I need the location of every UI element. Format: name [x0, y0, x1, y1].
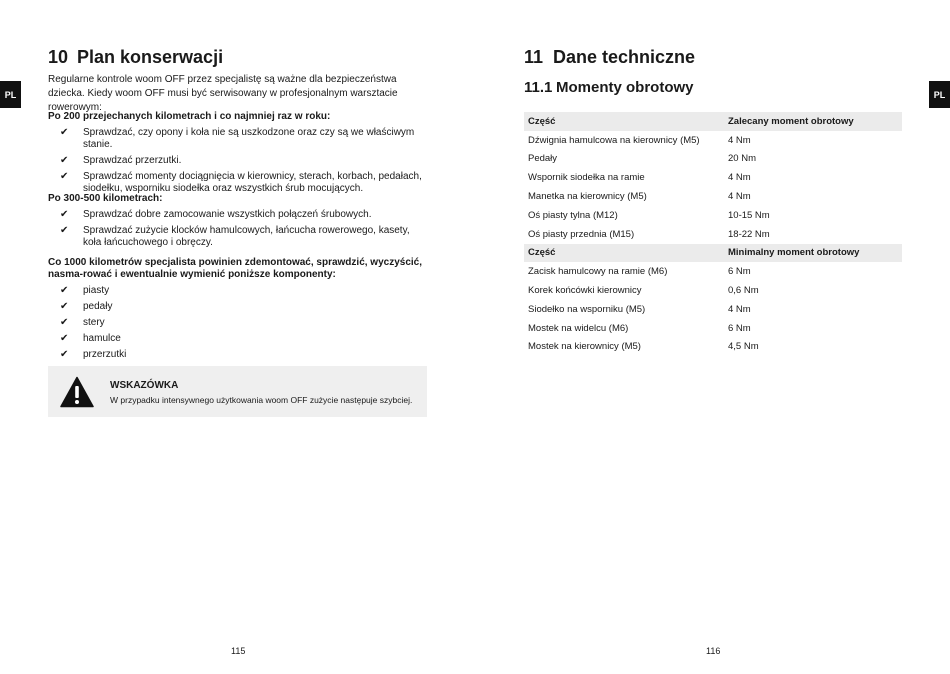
part-cell: Oś piasty przednia (M15) — [528, 228, 635, 240]
torque-cell: 20 Nm — [728, 153, 756, 165]
column-header-minimum-torque: Minimalny moment obrotowy — [724, 244, 902, 263]
intro-paragraph: Regularne kontrole woom OFF przez specjalistę są ważne dla bezpieczeństwa dziecka. Kiedy woom OFF musi być serwisowany w profesjonalnym warsztacie rowerowym: — [48, 74, 398, 113]
section-heading-200km: Po 200 przejechanych kilometrach i co najmniej raz w roku: — [48, 111, 331, 122]
torque-table — [524, 112, 902, 356]
torque-cell: 0,6 Nm — [728, 285, 759, 297]
checklist-1000km — [48, 285, 428, 365]
checkmark-icon: ✔ — [60, 155, 69, 166]
table-row — [524, 281, 902, 300]
table-header-row — [524, 244, 902, 263]
list-item: ✔ piasty — [60, 285, 110, 296]
table-header-row — [524, 112, 902, 131]
checklist-200km — [48, 127, 428, 199]
torque-cell: 6 Nm — [728, 322, 751, 334]
checkmark-icon: ✔ — [60, 127, 69, 138]
language-tab-right: PL — [929, 81, 950, 108]
table-row — [524, 262, 902, 281]
table-row — [524, 225, 902, 244]
list-item: ✔ Sprawdzać, czy opony i koła nie są uszkodzone oraz czy są we właściwym stanie. — [60, 127, 415, 150]
checkmark-icon: ✔ — [60, 349, 69, 360]
checkmark-icon: ✔ — [60, 285, 69, 296]
torque-cell: 4 Nm — [728, 303, 751, 315]
checkmark-icon: ✔ — [60, 209, 69, 220]
part-cell: Oś piasty tylna (M12) — [528, 209, 618, 221]
list-item: ✔ stery — [60, 317, 105, 328]
list-item: ✔ hamulce — [60, 333, 121, 344]
checkmark-icon: ✔ — [60, 171, 69, 182]
section-heading — [524, 79, 694, 96]
table-row — [524, 150, 902, 169]
list-item: ✔ Sprawdzać momenty dociągnięcia w kierownicy, sterach, korbach, pedałach, siodełku, wsporniku siodełka oraz wszystkich śrub mocujących. — [60, 171, 422, 194]
table-row — [524, 187, 902, 206]
section-heading-300-500km: Po 300-500 kilometrach: — [48, 193, 163, 204]
table-row — [524, 319, 902, 338]
hint-title: WSKAZÓWKA — [110, 380, 179, 391]
table-row — [524, 338, 902, 357]
torque-cell: 10-15 Nm — [728, 209, 770, 221]
list-item: ✔ Sprawdzać przerzutki. — [60, 155, 182, 166]
torque-cell: 18-22 Nm — [728, 228, 770, 240]
table-row — [524, 168, 902, 187]
hint-text: W przypadku intensywnego użytkowania woom OFF zużycie następuje szybciej. — [110, 395, 413, 405]
part-cell: Manetka na kierownicy (M5) — [528, 191, 647, 203]
list-item: ✔ przerzutki — [60, 349, 127, 360]
torque-cell: 6 Nm — [728, 266, 751, 278]
chapter-title: Plan konserwacji — [77, 47, 224, 67]
page-number: 116 — [706, 646, 721, 656]
part-cell: Zacisk hamulcowy na ramie (M6) — [528, 266, 668, 278]
page-number: 115 — [231, 646, 246, 656]
language-tab-left: PL — [0, 81, 21, 108]
table-row — [524, 131, 902, 150]
torque-cell: 4 Nm — [728, 172, 751, 184]
table-row — [524, 206, 902, 225]
checkmark-icon: ✔ — [60, 301, 69, 312]
torque-cell: 4 Nm — [728, 191, 751, 203]
section-number: 11.1 — [524, 79, 553, 96]
warning-icon — [60, 376, 94, 408]
part-cell: Korek końcówki kierownicy — [528, 285, 642, 297]
list-item: ✔ Sprawdzać dobre zamocowanie wszystkich połączeń śrubowych. — [60, 209, 372, 220]
checkmark-icon: ✔ — [60, 317, 69, 328]
checklist-300-500km — [48, 209, 428, 253]
chapter-number: 11 — [524, 47, 544, 67]
torque-cell: 4,5 Nm — [728, 341, 759, 353]
list-item: ✔ pedały — [60, 301, 113, 312]
section-heading-1000km: Co 1000 kilometrów specjalista powinien zdemontować, sprawdzić, wyczyścić, nasma-rować i ewentualnie wymienić poniższe komponenty: — [48, 257, 423, 280]
column-header-recommended-torque: Zalecany moment obrotowy — [724, 112, 902, 131]
part-cell: Mostek na kierownicy (M5) — [528, 341, 641, 353]
hint-box — [48, 366, 427, 417]
table-row — [524, 300, 902, 319]
chapter-number: 10 — [48, 47, 69, 67]
checkmark-icon: ✔ — [60, 333, 69, 344]
chapter-heading — [524, 47, 695, 68]
section-title: Momenty obrotowy — [556, 79, 694, 96]
part-cell: Siodełko na wsporniku (M5) — [528, 303, 646, 315]
part-cell: Mostek na widelcu (M6) — [528, 322, 629, 334]
torque-cell: 4 Nm — [728, 134, 751, 146]
part-cell: Wspornik siodełka na ramie — [528, 172, 645, 184]
chapter-title: Dane techniczne — [553, 47, 696, 67]
column-header-part: Część — [524, 244, 724, 263]
part-cell: Pedały — [528, 153, 558, 165]
column-header-part: Część — [524, 112, 724, 131]
list-item: ✔ Sprawdzać zużycie klocków hamulcowych, łańcucha rowerowego, kasety, koła łańcuchowego i obręczy. — [60, 225, 410, 248]
checkmark-icon: ✔ — [60, 225, 69, 236]
part-cell: Dźwignia hamulcowa na kierownicy (M5) — [528, 134, 700, 146]
chapter-heading — [48, 47, 223, 68]
